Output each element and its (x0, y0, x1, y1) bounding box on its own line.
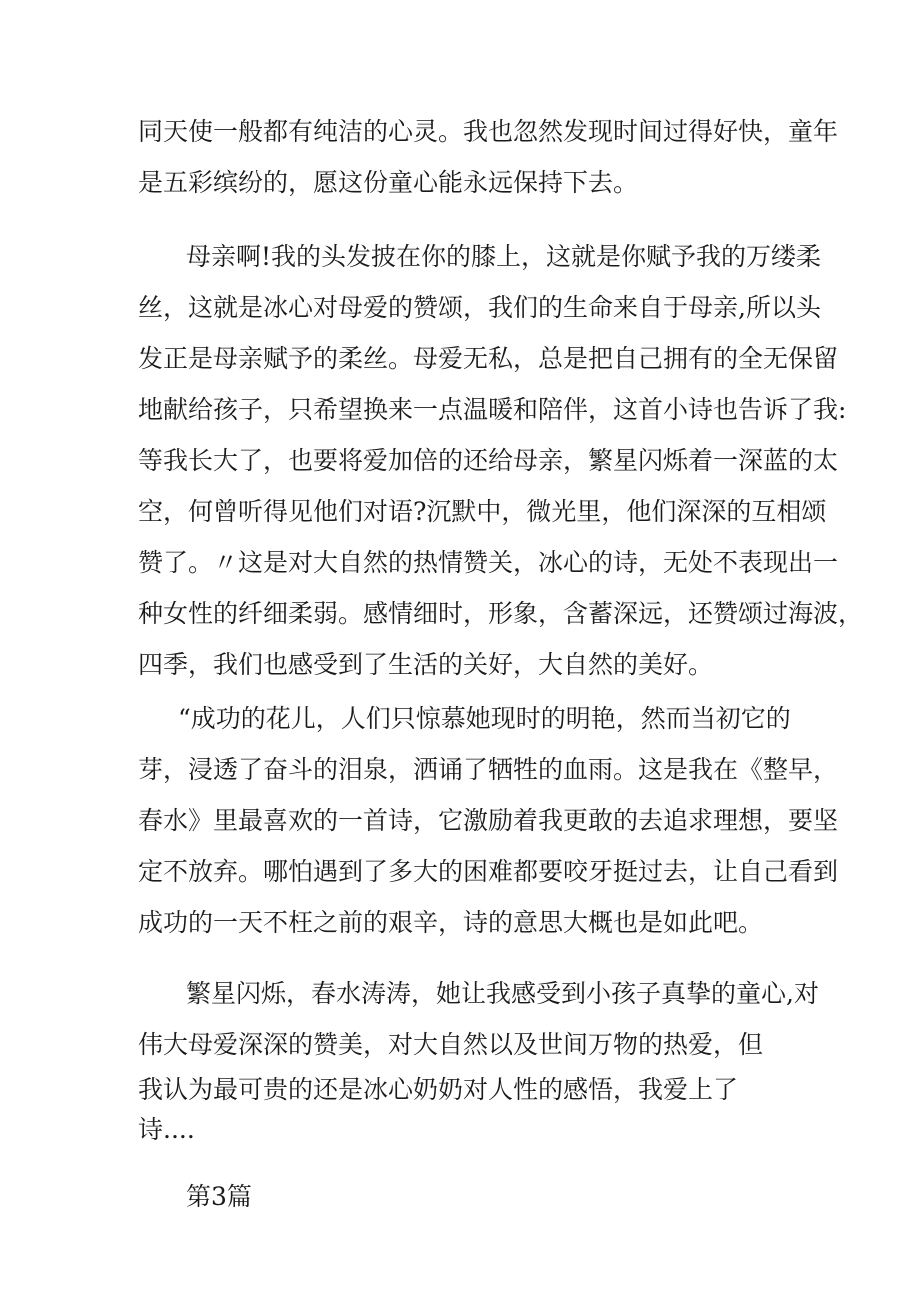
text-line: 芽，浸透了奋斗的泪泉，洒诵了牺牲的血雨。这是我在《整早， (138, 755, 839, 784)
text-line: 发正是母亲赋予的柔丝。母爱无私，总是把自己拥有的全无保留 (138, 344, 839, 373)
text-line: 同天使一般都有纯洁的心灵。我也忽然发现时间过得好快，童年 (138, 117, 839, 146)
text-line: 成功的一天不枉之前的艰辛，诗的意思大概也是如此吧。 (138, 908, 764, 937)
text-line: “成功的花儿，人们只惊慕她现时的明艳，然而当初它的 (178, 704, 791, 733)
text-line: 伟大母爱深深的赞美，对大自然以及世间万物的热爱，但 (138, 1030, 764, 1059)
text-line: 是五彩缤纷的，愿这份童心能永远保持下去。 (138, 168, 639, 197)
text-line: 空，何曾听得见他们对语?沉默中，微光里，他们深深的互相颂 (138, 497, 827, 526)
text-line: 等我长大了，也要将爱加倍的还给母亲，繁星闪烁着一深蓝的太 (138, 446, 839, 475)
text-line: 定不放弃。哪怕遇到了多大的困难都要咬牙挺过去，让自己看到 (138, 857, 839, 886)
text-line: 繁星闪烁，春水涛涛，她让我感受到小孩子真挚的童心,对 (186, 979, 819, 1008)
text-line: 种女性的纤细柔弱。感情细时，形象，含蓄深远，还赞颂过海波， (138, 599, 864, 628)
section-heading: 第3篇 (186, 1182, 252, 1211)
text-line: 赞了。〃这是对大自然的热情赞关，冰心的诗，无处不表现出一 (138, 548, 839, 577)
text-line: 我认为最可贵的还是冰心奶奶对人性的感悟，我爱上了 (138, 1075, 739, 1104)
text-line: 母亲啊!我的头发披在你的膝上，这就是你赋予我的万缕柔 (186, 242, 822, 271)
text-line: 四季，我们也感受到了生活的关好，大自然的美好。 (138, 650, 714, 679)
text-line: 地献给孩子，只希望换来一点温暖和陪伴，这首小诗也告诉了我: (138, 395, 847, 424)
text-line: 春水》里最喜欢的一首诗，它激励着我更敢的去追求理想，要坚 (138, 806, 839, 835)
text-line: 丝，这就是冰心对母爱的赞颂，我们的生命来自于母亲,所以头 (138, 293, 821, 322)
text-line: 诗.... (138, 1115, 195, 1144)
